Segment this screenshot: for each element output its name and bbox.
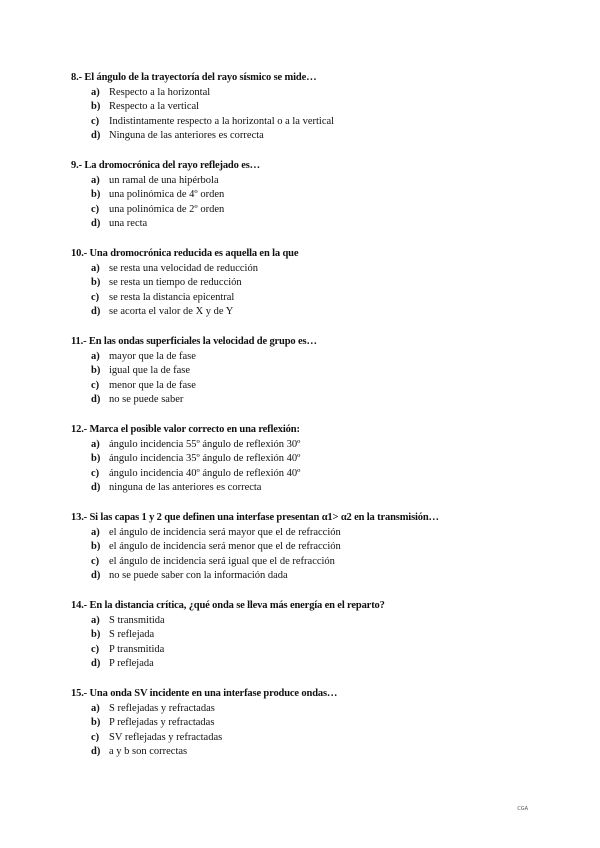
option-letter: b) xyxy=(91,541,101,552)
option-text: menor que la de fase xyxy=(109,379,196,391)
option-letter: d) xyxy=(91,658,101,669)
question-14 xyxy=(71,599,541,672)
option-text: se acorta el valor de X y de Y xyxy=(109,306,234,317)
answer-option-c xyxy=(71,379,541,394)
option-text: un ramal de una hipérbola xyxy=(109,174,219,186)
option-letter: b) xyxy=(91,365,101,376)
answer-option-b xyxy=(71,540,541,555)
answer-option-a xyxy=(71,438,541,453)
option-letter: d) xyxy=(91,218,101,229)
answer-options xyxy=(71,438,541,496)
option-text: se resta la distancia epicentral xyxy=(109,291,235,303)
option-letter: d) xyxy=(91,394,101,405)
option-letter: c) xyxy=(91,467,100,479)
question-title: 13.- Si las capas 1 y 2 que definen una interfase presentan α1> α2 en la transmisión… xyxy=(71,512,439,523)
option-letter: d) xyxy=(91,306,101,317)
answer-option-a xyxy=(71,350,541,365)
answer-options xyxy=(71,262,541,320)
answer-options xyxy=(71,526,541,584)
answer-option-c xyxy=(71,731,541,746)
option-letter: d) xyxy=(91,130,101,141)
option-text: SV reflejadas y refractadas xyxy=(109,731,223,743)
option-text: una polinómica de 2º orden xyxy=(109,203,225,215)
answer-option-c xyxy=(71,203,541,218)
footer-mark: CGA xyxy=(517,806,528,812)
option-text: Respecto a la horizontal xyxy=(109,86,211,98)
answer-option-b xyxy=(71,100,541,115)
answer-option-d xyxy=(71,745,541,760)
option-letter: d) xyxy=(91,570,101,581)
option-text: se resta un tiempo de reducción xyxy=(109,277,242,288)
option-letter: c) xyxy=(91,731,100,743)
option-text: a y b son correctas xyxy=(109,746,188,757)
option-letter: c) xyxy=(91,643,100,655)
answer-option-b xyxy=(71,628,541,643)
option-text: ángulo incidencia 35º ángulo de reflexión 40º xyxy=(109,453,301,464)
option-letter: a) xyxy=(91,438,100,450)
option-text: ángulo incidencia 55º ángulo de reflexión 30º xyxy=(109,438,301,450)
option-text: Indistintamente respecto a la horizontal o a la vertical xyxy=(109,115,335,127)
option-letter: b) xyxy=(91,629,101,640)
option-text: S reflejada xyxy=(109,629,155,640)
option-letter: d) xyxy=(91,482,101,493)
option-letter: b) xyxy=(91,101,101,112)
answer-option-d xyxy=(71,305,541,320)
question-8 xyxy=(71,71,541,144)
option-text: el ángulo de incidencia será mayor que el de refracción xyxy=(109,526,341,538)
answer-option-d xyxy=(71,129,541,144)
option-letter: b) xyxy=(91,189,101,200)
answer-option-b xyxy=(71,364,541,379)
answer-option-a xyxy=(71,262,541,277)
option-letter: a) xyxy=(91,262,100,274)
option-text: Respecto a la vertical xyxy=(109,101,200,112)
answer-option-a xyxy=(71,86,541,101)
question-9 xyxy=(71,159,541,232)
option-letter: a) xyxy=(91,702,100,714)
option-letter: c) xyxy=(91,115,100,127)
option-text: ángulo incidencia 40º ángulo de reflexión 40º xyxy=(109,467,301,479)
option-letter: a) xyxy=(91,614,100,626)
option-letter: c) xyxy=(91,291,100,303)
option-text: no se puede saber con la información dada xyxy=(109,570,288,581)
option-text: mayor que la de fase xyxy=(109,350,196,362)
option-letter: b) xyxy=(91,717,101,728)
option-letter: c) xyxy=(91,379,100,391)
answer-option-b xyxy=(71,716,541,731)
answer-option-b xyxy=(71,276,541,291)
answer-option-a xyxy=(71,526,541,541)
option-text: P reflejadas y refractadas xyxy=(109,717,215,728)
question-title: 11.- En las ondas superficiales la velocidad de grupo es… xyxy=(71,336,317,347)
option-text: una recta xyxy=(109,218,148,229)
option-letter: a) xyxy=(91,86,100,98)
answer-option-c xyxy=(71,115,541,130)
option-text: P transmitida xyxy=(109,643,165,655)
answer-option-d xyxy=(71,393,541,408)
answer-option-b xyxy=(71,452,541,467)
option-letter: a) xyxy=(91,526,100,538)
answer-option-a xyxy=(71,174,541,189)
option-text: S reflejadas y refractadas xyxy=(109,702,215,714)
question-10 xyxy=(71,247,541,320)
answer-options xyxy=(71,174,541,232)
question-title: 15.- Una onda SV incidente en una interfase produce ondas… xyxy=(71,688,338,699)
question-list xyxy=(71,71,541,775)
answer-option-c xyxy=(71,467,541,482)
answer-option-d xyxy=(71,657,541,672)
option-letter: a) xyxy=(91,350,100,362)
answer-option-c xyxy=(71,555,541,570)
question-title: 12.- Marca el posible valor correcto en una reflexión: xyxy=(71,424,300,435)
option-text: se resta una velocidad de reducción xyxy=(109,262,258,274)
question-15 xyxy=(71,687,541,760)
option-text: P reflejada xyxy=(109,658,154,669)
answer-options xyxy=(71,702,541,760)
answer-options xyxy=(71,86,541,144)
question-title: 10.- Una dromocrónica reducida es aquella en la que xyxy=(71,248,299,259)
option-letter: a) xyxy=(91,174,100,186)
option-text: una polinómica de 4º orden xyxy=(109,189,225,200)
answer-option-d xyxy=(71,481,541,496)
question-13 xyxy=(71,511,541,584)
option-letter: d) xyxy=(91,746,101,757)
answer-option-d xyxy=(71,569,541,584)
answer-options xyxy=(71,350,541,408)
answer-options xyxy=(71,614,541,672)
question-title: 8.- El ángulo de la trayectoría del rayo sísmico se mide… xyxy=(71,72,317,83)
question-11 xyxy=(71,335,541,408)
option-letter: b) xyxy=(91,453,101,464)
option-text: no se puede saber xyxy=(109,394,184,405)
option-text: igual que la de fase xyxy=(109,365,191,376)
question-12 xyxy=(71,423,541,496)
option-text: S transmitida xyxy=(109,614,165,626)
option-letter: c) xyxy=(91,555,100,567)
question-title: 14.- En la distancia crítica, ¿qué onda se lleva más energía en el reparto? xyxy=(71,600,385,611)
option-letter: c) xyxy=(91,203,100,215)
option-text: Ninguna de las anteriores es correcta xyxy=(109,130,264,141)
option-text: el ángulo de incidencia será menor que el de refracción xyxy=(109,541,341,552)
answer-option-a xyxy=(71,614,541,629)
answer-option-c xyxy=(71,643,541,658)
answer-option-c xyxy=(71,291,541,306)
option-text: ninguna de las anteriores es correcta xyxy=(109,482,262,493)
answer-option-d xyxy=(71,217,541,232)
answer-option-b xyxy=(71,188,541,203)
option-text: el ángulo de incidencia será igual que el de refracción xyxy=(109,555,335,567)
answer-option-a xyxy=(71,702,541,717)
question-title: 9.- La dromocrónica del rayo reflejado es… xyxy=(71,160,260,171)
option-letter: b) xyxy=(91,277,101,288)
